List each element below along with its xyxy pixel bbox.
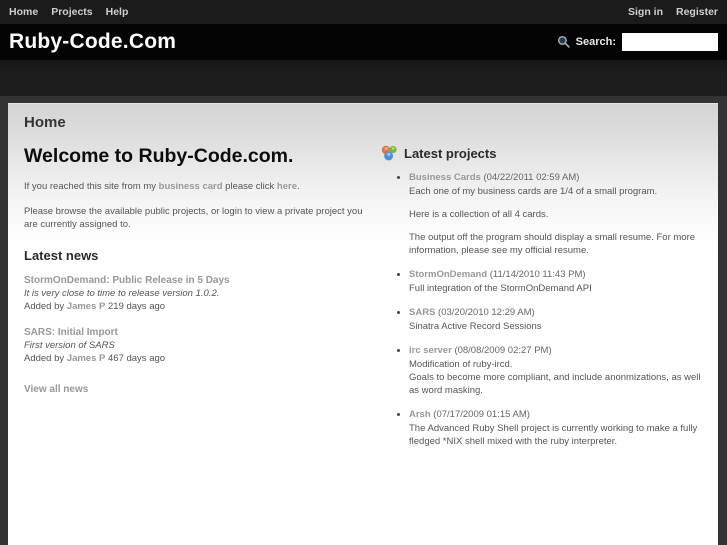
search-icon xyxy=(557,35,571,49)
top-menu-bar xyxy=(0,0,727,24)
search-label: Search: xyxy=(575,36,616,48)
project-description xyxy=(409,422,702,448)
project-description xyxy=(409,320,702,333)
news-item xyxy=(24,326,376,365)
news-added xyxy=(24,353,165,364)
project-link[interactable]: StormOnDemand xyxy=(409,269,488,280)
project-date: (04/22/2011 02:59 AM) xyxy=(483,172,580,183)
latest-news-heading: Latest news xyxy=(24,248,99,263)
news-summary: First version of SARS xyxy=(24,340,115,351)
view-all-news-link[interactable]: View all news xyxy=(24,384,89,395)
top-menu-projects[interactable]: Projects xyxy=(51,6,93,18)
project-item xyxy=(409,171,702,257)
header-bar xyxy=(0,24,727,60)
search-box xyxy=(557,33,718,51)
project-item xyxy=(409,268,702,295)
news-added-post: 219 days ago xyxy=(105,301,166,312)
intro-paragraph xyxy=(24,180,364,193)
project-desc-line: Full integration of the StormOnDemand API xyxy=(409,283,592,294)
news-title-link[interactable]: StormOnDemand: Public Release in 5 Days xyxy=(24,275,230,286)
project-date: (03/20/2010 12:29 AM) xyxy=(438,307,535,318)
intro-text-post: . xyxy=(297,181,300,192)
project-desc-paragraph: The output off the program should display a small resume. For more information, please see my official resume. xyxy=(409,232,696,256)
project-date: (07/17/2009 01:15 AM) xyxy=(433,409,530,420)
search-input[interactable] xyxy=(622,33,718,51)
main-menu-bar xyxy=(0,60,727,103)
news-added-pre: Added by xyxy=(24,301,67,312)
columns xyxy=(16,140,710,459)
browse-paragraph: Please browse the available public projects, or login to view a private project you are currently assigned to. xyxy=(24,206,363,230)
top-menu-help[interactable]: Help xyxy=(105,6,129,18)
welcome-heading: Welcome to Ruby-Code.com. xyxy=(24,145,294,167)
left-column xyxy=(24,140,376,459)
news-added-post: 467 days ago xyxy=(105,353,166,364)
right-column xyxy=(376,140,702,459)
projects-list xyxy=(381,171,702,448)
project-description xyxy=(409,358,702,397)
projects-icon xyxy=(381,145,398,161)
latest-projects-label: Latest projects xyxy=(404,145,497,161)
project-description xyxy=(409,282,702,295)
project-date: (08/08/2009 02:27 PM) xyxy=(454,345,552,356)
project-desc-line: Modification of ruby-ircd. xyxy=(409,359,513,370)
project-desc-paragraph: Each one of my business cards are 1/4 of a small program. xyxy=(409,186,658,197)
news-added-pre: Added by xyxy=(24,353,67,364)
project-desc-line: The Advanced Ruby Shell project is currently working to make a fully fledged *NIX shell mixed with the ruby interpreter. xyxy=(409,423,698,447)
author-link[interactable]: James P xyxy=(66,301,106,312)
project-date: (11/14/2010 11:43 PM) xyxy=(489,269,586,280)
news-title-link[interactable]: SARS: Initial Import xyxy=(24,327,118,338)
project-desc-line: Goals to become more compliant, and include anonmizations, as well as word masking. xyxy=(409,372,701,396)
project-link[interactable]: Business Cards xyxy=(409,172,481,183)
project-item xyxy=(409,344,702,397)
business-card-link[interactable]: business card xyxy=(158,181,223,192)
sign-in-link[interactable]: Sign in xyxy=(627,6,663,18)
intro-text-mid: please click xyxy=(222,181,277,192)
site-title: Ruby-Code.Com xyxy=(9,30,177,53)
content-area xyxy=(8,103,718,545)
register-link[interactable]: Register xyxy=(675,6,718,18)
project-item xyxy=(409,306,702,333)
project-description xyxy=(409,185,702,257)
intro-text-pre: If you reached this site from my xyxy=(24,181,159,192)
project-link[interactable]: SARS xyxy=(409,307,436,318)
page-title: Home xyxy=(24,114,66,131)
project-desc-line: Sinatra Active Record Sessions xyxy=(409,321,542,332)
here-link[interactable]: here xyxy=(276,181,297,192)
news-summary: It is very close to time to release version 1.0.2. xyxy=(24,288,220,299)
project-item xyxy=(409,408,702,448)
news-item xyxy=(24,274,376,313)
latest-projects-heading xyxy=(381,145,702,161)
news-added xyxy=(24,301,165,312)
project-link[interactable]: irc server xyxy=(409,345,452,356)
author-link[interactable]: James P xyxy=(66,353,106,364)
project-desc-paragraph: Here is a collection of all 4 cards. xyxy=(409,209,549,220)
project-link[interactable]: Arsh xyxy=(409,409,431,420)
top-menu-home[interactable]: Home xyxy=(9,6,39,18)
